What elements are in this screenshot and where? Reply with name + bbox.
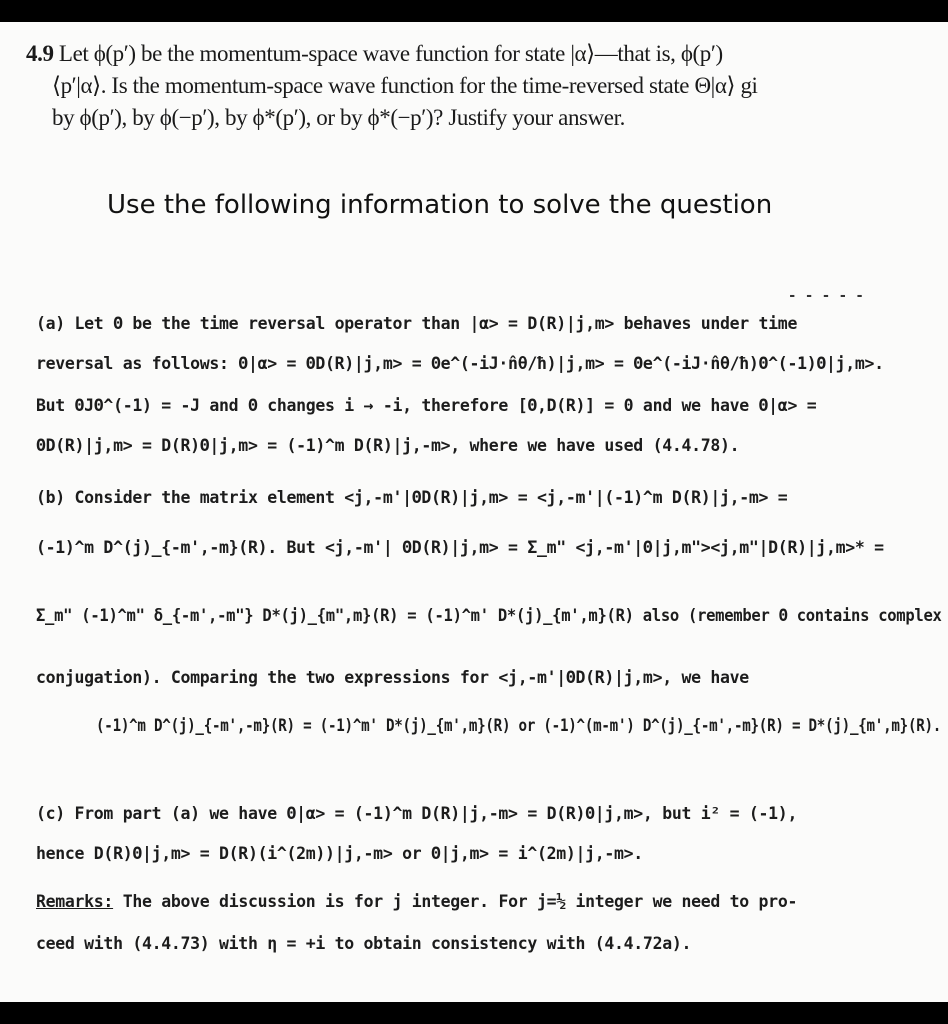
- remarks-label: Remarks:: [36, 892, 114, 911]
- problem-number: 4.9: [26, 41, 54, 66]
- bottom-black-bar: [0, 1002, 948, 1024]
- part-c-line-2: hence D(R)Θ|j,m> = D(R)(i^(2m))|j,-m> or Θ|j,m> = i^(2m)|j,-m>.: [36, 844, 643, 863]
- part-b-line-1: (b) Consider the matrix element <j,-m'|ΘD(R)|j,m> = <j,-m'|(-1)^m D(R)|j,-m> =: [36, 488, 788, 507]
- part-b-line-4: conjugation). Comparing the two expressions for <j,-m'|ΘD(R)|j,m>, we have: [36, 668, 749, 687]
- top-black-bar: [0, 0, 948, 22]
- problem-statement: [26, 38, 948, 134]
- part-b-equation: (-1)^m D^(j)_{-m',-m}(R) = (-1)^m' D*(j)_{m',m}(R) or (-1)^(m-m') D^(j)_{-m',-m}(R) = D*(j)_{m',m}(R).: [96, 716, 942, 735]
- remarks-line-2: ceed with (4.4.73) with η = +i to obtain consistency with (4.4.72a).: [36, 934, 692, 953]
- problem-line-1: 4.9 Let ϕ(p′) be the momentum-space wave function for state |α⟩—that is, ϕ(p′): [26, 41, 723, 66]
- document-page: [0, 22, 948, 1002]
- part-a-line-2: reversal as follows: Θ|α> = ΘD(R)|j,m> = Θe^(-iJ·n̂θ/ħ)|j,m> = Θe^(-iJ·n̂θ/ħ)Θ^(-1)Θ|j,m>.: [36, 354, 884, 373]
- part-b-line-3: Σ_m" (-1)^m" δ_{-m',-m"} D*(j)_{m",m}(R) = (-1)^m' D*(j)_{m',m}(R) also (remember Θ contains complex: [36, 606, 942, 625]
- part-a-line-3: But ΘJΘ^(-1) = -J and Θ changes i → -i, therefore [Θ,D(R)] = 0 and we have Θ|α> =: [36, 396, 817, 415]
- part-a-line-4: ΘD(R)|j,m> = D(R)Θ|j,m> = (-1)^m D(R)|j,-m>, where we have used (4.4.78).: [36, 436, 740, 455]
- part-b-line-2: (-1)^m D^(j)_{-m',-m}(R). But <j,-m'| ΘD(R)|j,m> = Σ_m" <j,-m'|Θ|j,m"><j,m"|D(R)|j,m>* =: [36, 538, 884, 557]
- separator-dashes: - - - - -: [788, 288, 864, 304]
- problem-line-2: ⟨p′|α⟩. Is the momentum-space wave function for the time-reversed state Θ|α⟩ gi: [52, 73, 758, 98]
- remarks-line-1: Remarks: The above discussion is for j integer. For j=½ integer we need to pro-: [36, 892, 798, 911]
- part-c-line-1: (c) From part (a) we have Θ|α> = (-1)^m D(R)|j,-m> = D(R)Θ|j,m>, but i² = (-1),: [36, 804, 798, 823]
- part-a-line-1: (a) Let Θ be the time reversal operator than |α> = D(R)|j,m> behaves under time: [36, 314, 798, 333]
- problem-line-3: by ϕ(p′), by ϕ(−p′), by ϕ*(p′), or by ϕ*(−p′)? Justify your answer.: [52, 105, 625, 130]
- instruction-heading: Use the following information to solve the question: [107, 190, 773, 220]
